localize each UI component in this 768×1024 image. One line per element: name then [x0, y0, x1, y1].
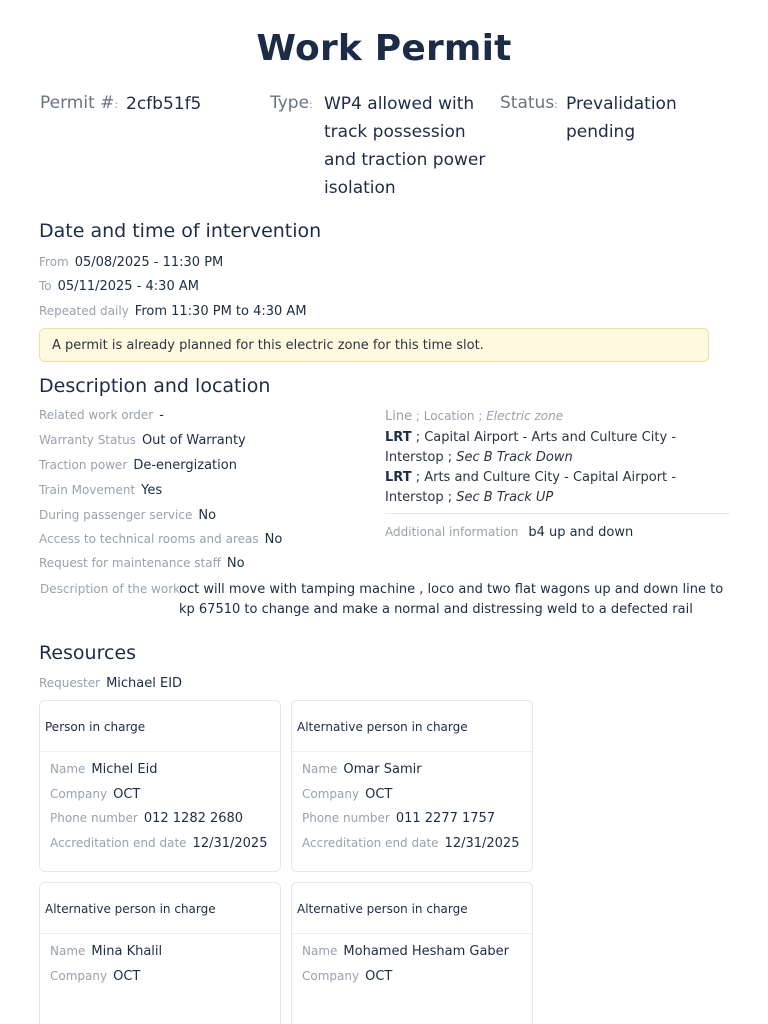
name-field: Name Mina Khalil — [50, 944, 163, 959]
from-field: From 05/08/2025 - 11:30 PM — [39, 255, 224, 270]
date-section-title: Date and time of intervention — [39, 220, 322, 242]
warranty-status-field: Warranty Status Out of Warranty — [39, 433, 246, 448]
name-field: Name Omar Samir — [302, 762, 422, 777]
accreditation-field: Accreditation end date 12/31/2025 — [302, 836, 520, 851]
train-movement-field: Train Movement Yes — [39, 483, 163, 498]
type-label: Type: — [270, 93, 313, 113]
resources-section-title: Resources — [39, 642, 137, 664]
maintenance-staff-field: Request for maintenance staff No — [39, 556, 245, 571]
card-title: Alternative person in charge — [292, 883, 532, 934]
name-field: Name Michel Eid — [50, 762, 158, 777]
page-title: Work Permit — [256, 28, 512, 69]
conflict-warning-alert: A permit is already planned for this electric zone for this time slot. — [39, 328, 709, 362]
alternative-person-card — [39, 882, 281, 1024]
alternative-person-card — [291, 700, 533, 872]
related-work-order-field: Related work order - — [39, 408, 164, 423]
requester-field: Requester Michael EID — [39, 676, 183, 691]
company-field: Company OCT — [302, 969, 393, 984]
alternative-person-card — [291, 882, 533, 1024]
type-value: WP4 allowed with track possession and traction power isolation — [324, 94, 486, 198]
repeated-field: Repeated daily From 11:30 PM to 4:30 AM — [39, 304, 307, 319]
technical-access-field: Access to technical rooms and areas No — [39, 532, 283, 547]
name-field: Name Mohamed Hesham Gaber — [302, 944, 510, 959]
company-field: Company OCT — [50, 969, 141, 984]
permit-number-value: 2cfb51f5 — [126, 94, 202, 114]
accreditation-field: Accreditation end date 12/31/2025 — [50, 836, 268, 851]
traction-power-field: Traction power De-energization — [39, 458, 237, 473]
additional-info-field: Additional information b4 up and down — [385, 525, 634, 540]
location-item: LRT ; Arts and Culture City - Capital Airport - Interstop ; Sec B Track UP — [385, 470, 676, 505]
work-description-label: Description of the work — [40, 582, 181, 596]
location-item: LRT ; Capital Airport - Arts and Culture City - Interstop ; Sec B Track Down — [385, 430, 676, 465]
passenger-service-field: During passenger service No — [39, 508, 217, 523]
phone-field: Phone number 011 2277 1757 — [302, 811, 496, 826]
person-in-charge-card — [39, 700, 281, 872]
phone-field: Phone number 012 1282 2680 — [50, 811, 244, 826]
description-section-title: Description and location — [39, 375, 271, 397]
status-label: Status: — [500, 93, 558, 113]
card-title: Alternative person in charge — [40, 883, 280, 934]
company-field: Company OCT — [50, 787, 141, 802]
company-field: Company OCT — [302, 787, 393, 802]
location-header: Line ; Location ; Electric zone — [385, 409, 564, 424]
card-title: Alternative person in charge — [292, 701, 532, 752]
work-description-value: oct will move with tamping machine , loco and two flat wagons up and down line to kp 67510 to change and make a normal and distressing weld to a defected rail — [179, 582, 724, 617]
permit-number-label: Permit #: — [40, 93, 119, 113]
to-field: To 05/11/2025 - 4:30 AM — [39, 279, 199, 294]
status-value: Prevalidation pending — [566, 94, 677, 142]
divider — [385, 513, 730, 514]
card-title: Person in charge — [40, 701, 280, 752]
